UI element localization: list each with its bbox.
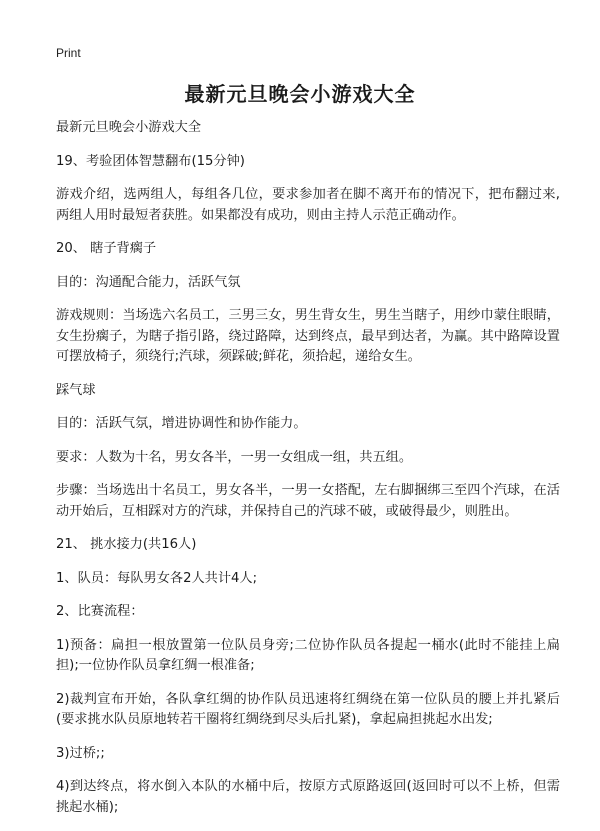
paragraph-heading-21: 21、 挑水接力(共16人) [56, 537, 197, 552]
paragraph-balloon-goal: 目的：活跃气氛，增进协调性和协作能力。 [56, 416, 307, 431]
paragraph-20-goal: 目的：沟通配合能力，活跃气氛 [56, 274, 241, 290]
paragraph-21-members: 1、队员：每队男女各2人共计4人; [56, 570, 258, 586]
paragraph-21-flow: 2、比赛流程： [56, 604, 144, 619]
paragraph-balloon-requirement: 要求：人数为十名，男女各半，一男一女组成一组，共五组。 [56, 449, 413, 465]
paragraph-21-step-1: 1)预备：扁担一根放置第一位队员身旁;二位协作队员各提起一桶水(此时不能挂上扁担);一位协作队员拿红绸一根准备; [56, 637, 560, 673]
paragraph-heading-balloon: 踩气球 [56, 382, 96, 398]
paragraph-21-step-2: 2)裁判宣布开始，各队拿红绸的协作队员迅速将红绸绕在第一位队员的腰上并扎紧后(要求挑水队员原地转若干圈将红绸绕到尽头后扎紧)，拿起扁担挑起水出发; [56, 691, 560, 727]
print-label: Print [56, 46, 81, 60]
paragraph-21-step-4: 4)到达终点，将水倒入本队的水桶中后，按原方式原路返回(返回时可以不上桥，但需挑起水桶); [56, 779, 560, 815]
paragraph-subtitle: 最新元旦晚会小游戏大全 [56, 120, 202, 135]
paragraph-balloon-steps: 步骤：当场选出十名员工，男女各半，一男一女搭配，左右脚捆绑三至四个汽球，在活动开始后，互相踩对方的汽球，并保持自己的汽球不破，或破得最少，则胜出。 [56, 483, 560, 519]
paragraph-19-intro: 游戏介绍，选两组人，每组各几位，要求参加者在脚不离开布的情况下，把布翻过来,两组人用时最短者获胜。如果都没有成功，则由主持人示范正确动作。 [56, 187, 560, 223]
paragraph-20-rules: 游戏规则：当场选六名员工，三男三女，男生背女生，男生当瞎子，用纱巾蒙住眼睛，女生扮瘸子，为瞎子指引路，绕过路障，达到终点，最早到达者，为赢。其中路障设置可摆放椅子，须绕行;汽球，须踩破;鲜花，须拾起，递给女生。 [56, 308, 560, 364]
document-body [56, 118, 560, 831]
paragraph-heading-20: 20、 瞎子背瘸子 [56, 241, 157, 256]
document-title: 最新元旦晚会小游戏大全 [184, 82, 416, 106]
paragraph-21-step-3: 3)过桥;; [56, 745, 105, 761]
paragraph-heading-19: 19、考验团体智慧翻布(15分钟) [56, 153, 245, 169]
